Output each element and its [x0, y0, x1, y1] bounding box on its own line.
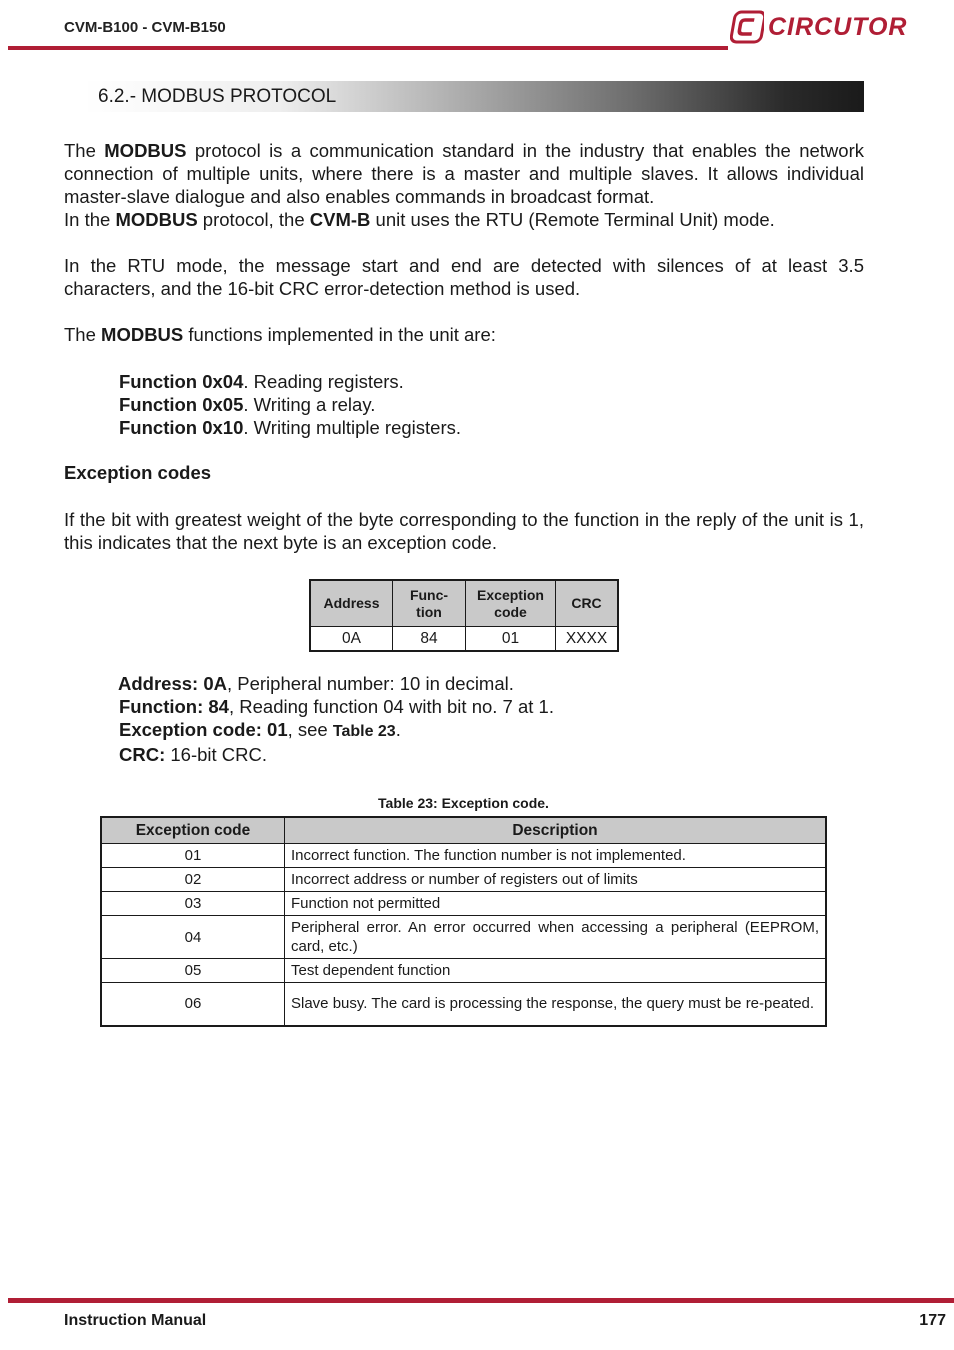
circutor-logo-icon	[730, 10, 764, 44]
frame-table	[309, 579, 619, 652]
frame-cell-address: 0A	[310, 627, 393, 652]
footer-rule	[8, 1298, 954, 1303]
table-header-code: Exception code	[101, 817, 285, 844]
brand-name: CIRCUTOR	[768, 12, 908, 41]
table-row: 03 Function not permitted	[101, 892, 826, 916]
table-row: 02 Incorrect address or number of registers out of limits	[101, 868, 826, 892]
table-header-description: Description	[285, 817, 827, 844]
footer-manual-label: Instruction Manual	[64, 1312, 207, 1329]
frame-header-exception: Exception code	[466, 580, 556, 627]
frame-legend	[118, 672, 554, 766]
list-item: CRC: 16-bit CRC.	[119, 744, 268, 765]
frame-header-crc: CRC	[556, 580, 619, 627]
frame-cell-crc: XXXX	[556, 627, 619, 652]
table-row: 01 Incorrect function. The function number is not implemented.	[101, 844, 826, 868]
list-item: Function 0x04. Reading registers.	[119, 371, 404, 392]
list-item: Exception code: 01, see Table 23.	[119, 719, 401, 740]
frame-header-address: Address	[310, 580, 393, 627]
table-row: 06 Slave busy. The card is processing the response, the query must be re-peated.	[101, 983, 826, 1026]
list-item: Address: 0A, Peripheral number: 10 in decimal.	[118, 673, 514, 694]
page-number: 177	[919, 1312, 946, 1329]
frame-cell-exception: 01	[466, 627, 556, 652]
exception-code-table	[100, 816, 827, 1027]
header-rule	[8, 46, 728, 50]
list-item: Function: 84, Reading function 04 with bit no. 7 at 1.	[119, 696, 554, 717]
section-title: 6.2.- MODBUS PROTOCOL	[98, 86, 337, 107]
rtu-paragraph: In the RTU mode, the message start and end are detected with silences of at least 3.5 characters, and the 16-bit CRC error-detection method is used.	[64, 255, 864, 299]
list-item: Function 0x05. Writing a relay.	[119, 394, 376, 415]
frame-header-function: Func- tion	[393, 580, 466, 627]
functions-intro: The MODBUS functions implemented in the unit are:	[64, 324, 496, 345]
function-list	[119, 370, 461, 439]
table-reference-link[interactable]: Table 23	[332, 723, 396, 740]
table-row: 04 Peripheral error. An error occurred when accessing a peripheral (EEPROM, card, etc.)	[101, 916, 826, 959]
brand-logo	[730, 8, 907, 46]
frame-cell-function: 84	[393, 627, 466, 652]
exception-codes-heading: Exception codes	[64, 462, 212, 483]
table-row: 05 Test dependent function	[101, 959, 826, 983]
intro-paragraph: The MODBUS protocol is a communication standard in the industry that enables the network connection of multiple units, where there is a master and multiple slaves. It allows individual master-slave dialogue and also enables commands in broadcast format. In the MODBUS protocol, the CVM-B unit uses the RTU (Remote Terminal Unit) mode.	[64, 140, 864, 230]
table-caption: Table 23: Exception code.	[378, 795, 549, 811]
exception-codes-paragraph: If the bit with greatest weight of the byte corresponding to the function in the reply of the unit is 1, this indicates that the next byte is an exception code.	[64, 509, 864, 553]
list-item: Function 0x10. Writing multiple registers.	[119, 417, 462, 438]
document-model-title: CVM-B100 - CVM-B150	[64, 19, 226, 36]
